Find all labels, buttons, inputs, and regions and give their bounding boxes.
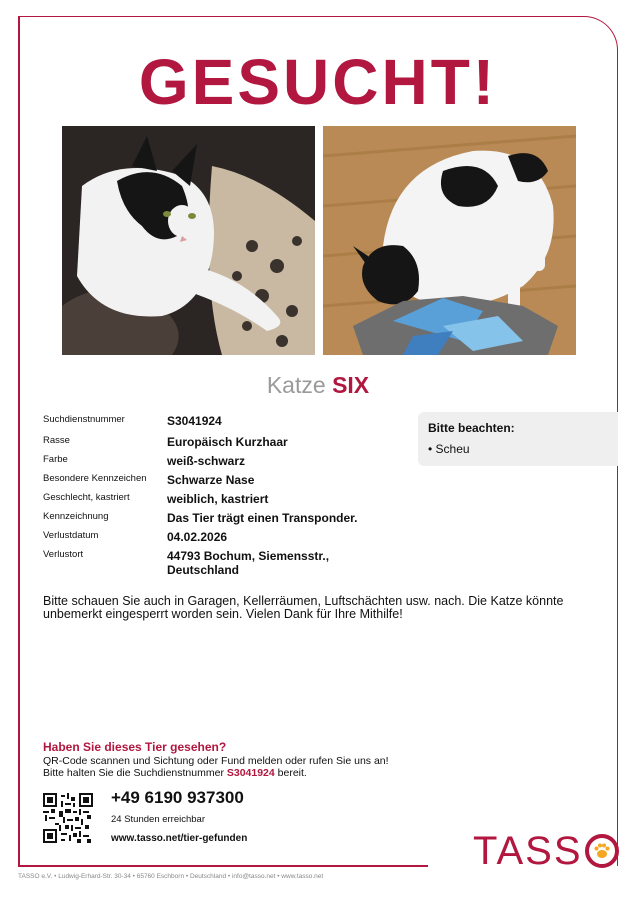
cat-photo-1 [62,126,315,355]
detail-label: Farbe [43,454,68,465]
detail-label: Kennzeichnung [43,511,109,522]
detail-value [167,549,329,577]
seen-instruction: QR-Code scannen und Sichtung oder Fund melden oder rufen Sie uns an! [43,755,389,767]
detail-row [43,435,403,454]
details-table [43,414,403,577]
seen-id: S3041924 [226,767,275,779]
note-item: • Scheu [428,442,470,456]
detail-value: Das Tier trägt einen Transponder. [167,511,358,525]
logo-text: TASS [473,829,583,873]
qr-code[interactable] [43,793,93,843]
detail-label: Verlustdatum [43,530,99,541]
detail-value: 04.02.2026 [167,530,228,544]
border-bottom [18,865,428,867]
animal-species: Katze [266,372,326,398]
detail-value: weiblich, kastriert [167,492,269,506]
animal-heading [0,371,636,399]
seen-id-post: bereit. [274,767,307,779]
detail-row [43,454,403,473]
paw-icon [585,834,619,868]
seen-id-pre: Bitte halten Sie die Suchdienstnummer [43,767,227,779]
detail-value: Europäisch Kurzhaar [167,435,288,449]
phone-number[interactable]: +49 6190 937300 [111,788,244,807]
detail-label: Suchdienstnummer [43,414,125,425]
website-link[interactable]: www.tasso.net/tier-gefunden [111,833,248,844]
headline: GESUCHT! [138,46,498,118]
animal-name: SIX [332,372,370,398]
seen-id-note [43,767,307,779]
detail-row [43,549,403,577]
detail-value-line: 44793 Bochum, Siemensstr., [167,549,330,563]
detail-value-line: Deutschland [167,563,240,577]
detail-row [43,492,403,511]
detail-row [43,414,403,435]
detail-value: weiß-schwarz [167,454,246,468]
tasso-logo [473,827,619,875]
detail-label: Besondere Kennzeichen [43,473,147,484]
cat-photo-2 [323,126,576,355]
note-box [418,412,618,466]
detail-value: S3041924 [167,414,222,428]
detail-label: Verlustort [43,549,84,560]
detail-value: Schwarze Nase [167,473,255,487]
detail-row [43,473,403,492]
note-title: Bitte beachten: [428,421,515,435]
detail-label: Geschlecht, kastriert [43,492,130,503]
description: Bitte schauen Sie auch in Garagen, Kellerräumen, Luftschächten usw. nach. Die Katze könnte unbemerkt eingesperrt worden sein. Vielen Dank für Ihre Mithilfe! [43,594,564,621]
detail-row [43,511,403,530]
detail-label: Rasse [43,435,70,446]
footer-address: TASSO e.V. • Ludwig-Erhard-Str. 30-34 • 65760 Eschborn • Deutschland • info@tasso.net • www.tasso.net [18,873,324,880]
seen-title: Haben Sie dieses Tier gesehen? [43,740,227,754]
hours-note: 24 Stunden erreichbar [111,814,206,825]
detail-row [43,530,403,549]
